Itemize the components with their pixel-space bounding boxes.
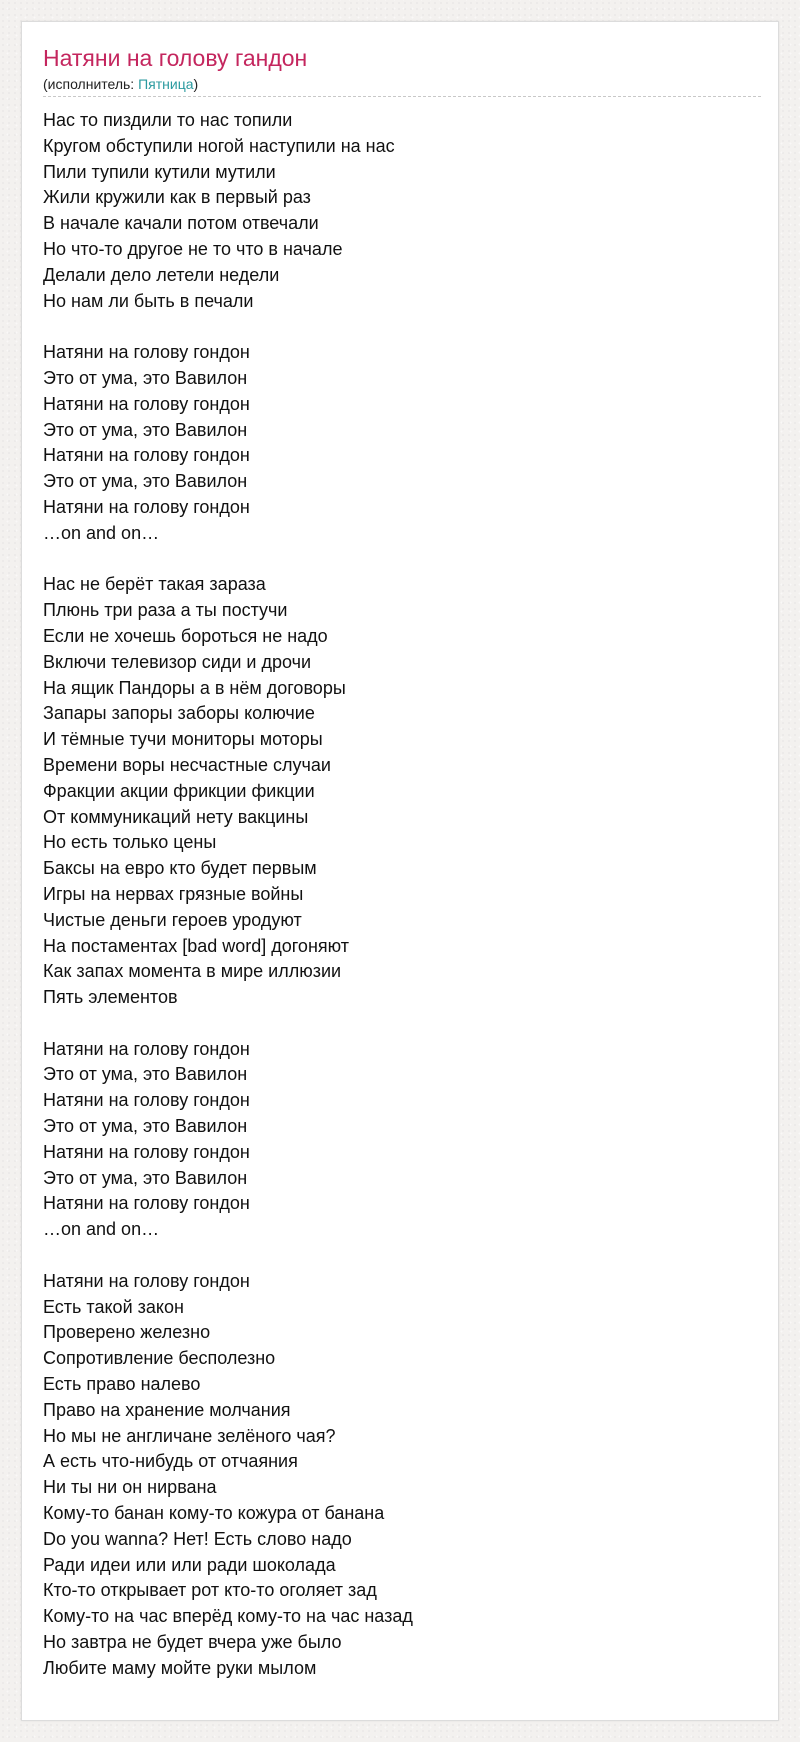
lyric-line: …on and on… [43,522,160,543]
lyric-line: Есть такой закон [43,1296,184,1317]
lyric-line: Это от ума, это Вавилон [43,1167,248,1188]
lyric-line: И тёмные тучи мониторы моторы [43,729,323,750]
lyric-line: Но завтра не будет вчера уже было [43,1632,342,1653]
lyric-line: Пять элементов [43,987,178,1008]
lyric-line: Любите маму мойте руки мылом [43,1657,317,1678]
lyric-line: Кругом обступили ногой наступили на нас [43,135,395,156]
lyric-line: Баксы на евро кто будет первым [43,858,317,879]
lyric-line: Делали дело летели недели [43,264,280,285]
lyric-line: Плюнь три раза а ты постучи [43,600,288,621]
lyric-line: Натяни на голову гондон [43,1090,250,1111]
lyric-line: В начале качали потом отвечали [43,213,319,234]
lyric-line: …on and on… [43,1219,160,1240]
lyric-line: Если не хочешь бороться не надо [43,625,328,646]
lyric-line: Но есть только цены [43,832,217,853]
lyric-line: Право на хранение молчания [43,1399,291,1420]
lyrics-card [21,21,779,1721]
stanza-break [43,1011,763,1037]
lyric-line: Натяни на голову гондон [43,496,250,517]
artist-line [43,75,761,97]
lyric-line: Ради идеи или или ради шоколада [43,1554,336,1575]
lyric-line: Это от ума, это Вавилон [43,1116,248,1137]
lyric-line: Запары запоры заборы колючие [43,703,315,724]
lyric-line: Do you wanna? Нет! Есть слово надо [43,1528,352,1549]
lyric-line: Но что-то другое не то что в начале [43,238,343,259]
lyric-line: Пили тупили кутили мутили [43,161,276,182]
lyric-line: Нас не берёт такая зараза [43,574,266,595]
lyric-line: Натяни на голову гондон [43,1270,250,1291]
lyric-line: Натяни на голову гондон [43,445,250,466]
lyrics-body [43,108,763,1682]
lyric-line: Проверено железно [43,1322,211,1343]
lyric-line: Кому-то банан кому-то кожура от банана [43,1503,385,1524]
lyric-line: Натяни на голову гондон [43,1038,250,1059]
lyric-line: На ящик Пандоры а в нём договоры [43,677,346,698]
artist-prefix: (исполнитель: [43,76,139,92]
lyric-line: Сопротивление бесполезно [43,1348,276,1369]
stanza-break [43,547,763,573]
lyric-line: Натяни на голову гондон [43,393,250,414]
lyric-line: Включи телевизор сиди и дрочи [43,651,312,672]
lyric-line: Жили кружили как в первый раз [43,187,311,208]
artist-suffix: ) [193,76,199,92]
lyric-line: А есть что-нибудь от отчаяния [43,1451,298,1472]
lyric-line: Натяни на голову гондон [43,1193,250,1214]
lyric-line: Есть право налево [43,1374,201,1395]
lyric-line: Ни ты ни он нирвана [43,1477,217,1498]
lyric-line: Это от ума, это Вавилон [43,367,248,388]
lyrics-content [43,44,763,1682]
stanza-break [43,314,763,340]
lyric-line: Натяни на голову гондон [43,1141,250,1162]
lyric-line: Но мы не англичане зелёного чая? [43,1425,336,1446]
stanza-break [43,1243,763,1269]
lyric-line: Нас то пиздили то нас топили [43,110,293,130]
lyric-line: Игры на нервах грязные войны [43,883,304,904]
lyric-line: Это от ума, это Вавилон [43,471,248,492]
song-title: Натяни на голову гандон [43,45,308,71]
lyric-line: На постаментах [bad word] догоняют [43,935,349,956]
lyric-line: Это от ума, это Вавилон [43,1064,248,1085]
lyric-line: Натяни на голову гондон [43,342,250,363]
lyric-line: Фракции акции фрикции фикции [43,780,315,801]
lyric-line: От коммуникаций нету вакцины [43,806,309,827]
lyric-line: Как запах момента в мире иллюзии [43,961,342,982]
lyric-line: Но нам ли быть в печали [43,290,254,311]
lyric-line: Времени воры несчастные случаи [43,754,331,775]
lyric-line: Чистые деньги героев уродуют [43,909,302,930]
lyric-line: Это от ума, это Вавилон [43,419,248,440]
lyric-line: Кто-то открывает рот кто-то оголяет зад [43,1580,377,1601]
lyric-line: Кому-то на час вперёд кому-то на час назад [43,1606,413,1627]
artist-link[interactable]: Пятница [138,76,194,92]
